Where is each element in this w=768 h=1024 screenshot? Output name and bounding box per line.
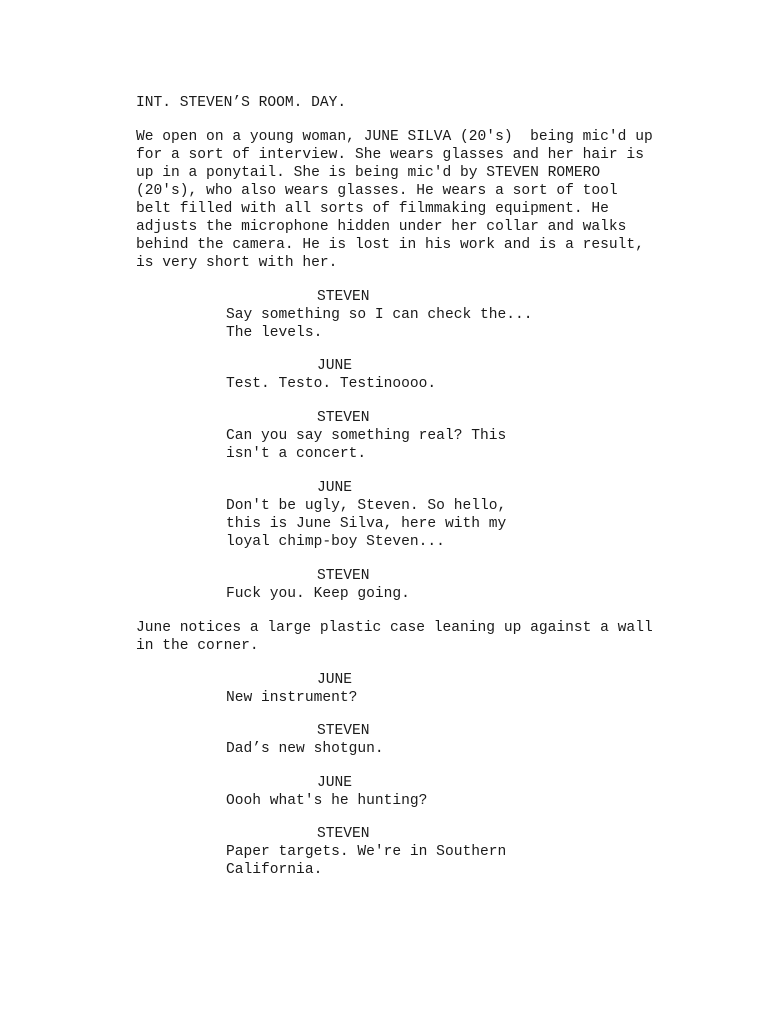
character-name: JUNE	[317, 358, 353, 374]
character-name: JUNE	[317, 775, 353, 791]
character-name: STEVEN	[317, 568, 370, 584]
action-line: belt filled with all sorts of filmmaking equipment. He	[136, 201, 609, 217]
scene-heading: INT. STEVEN’S ROOM. DAY.	[136, 95, 347, 111]
character-name: JUNE	[317, 672, 353, 688]
dialogue-line: Oooh what's he hunting?	[226, 793, 428, 809]
dialogue-line: Say something so I can check the...	[226, 307, 533, 323]
character-name: STEVEN	[317, 289, 370, 305]
action-line: in the corner.	[136, 638, 259, 654]
action-line: is very short with her.	[136, 255, 338, 271]
action-line: We open on a young woman, JUNE SILVA (20's) being mic'd up	[136, 129, 653, 145]
action-line: adjusts the microphone hidden under her collar and walks	[136, 219, 627, 235]
dialogue-line: Dad’s new shotgun.	[226, 741, 384, 757]
dialogue-line: Don't be ugly, Steven. So hello,	[226, 498, 507, 514]
action-line: June notices a large plastic case leaning up against a wall	[136, 620, 653, 636]
character-name: STEVEN	[317, 826, 370, 842]
dialogue-line: loyal chimp-boy Steven...	[226, 534, 445, 550]
action-line: (20's), who also wears glasses. He wears a sort of tool	[136, 183, 618, 199]
dialogue-line: New instrument?	[226, 690, 358, 706]
dialogue-line: Fuck you. Keep going.	[226, 586, 410, 602]
dialogue-line: Paper targets. We're in Southern	[226, 844, 507, 860]
action-line: for a sort of interview. She wears glasses and her hair is	[136, 147, 644, 163]
dialogue-line: this is June Silva, here with my	[226, 516, 507, 532]
dialogue-line: Can you say something real? This	[226, 428, 507, 444]
dialogue-line: Test. Testo. Testinoooo.	[226, 376, 437, 392]
dialogue-line: California.	[226, 862, 323, 878]
action-line: up in a ponytail. She is being mic'd by STEVEN ROMERO	[136, 165, 601, 181]
action-line: behind the camera. He is lost in his work and is a result,	[136, 237, 644, 253]
dialogue-line: The levels.	[226, 325, 323, 341]
dialogue-line: isn't a concert.	[226, 446, 367, 462]
character-name: JUNE	[317, 480, 353, 496]
character-name: STEVEN	[317, 410, 370, 426]
character-name: STEVEN	[317, 723, 370, 739]
